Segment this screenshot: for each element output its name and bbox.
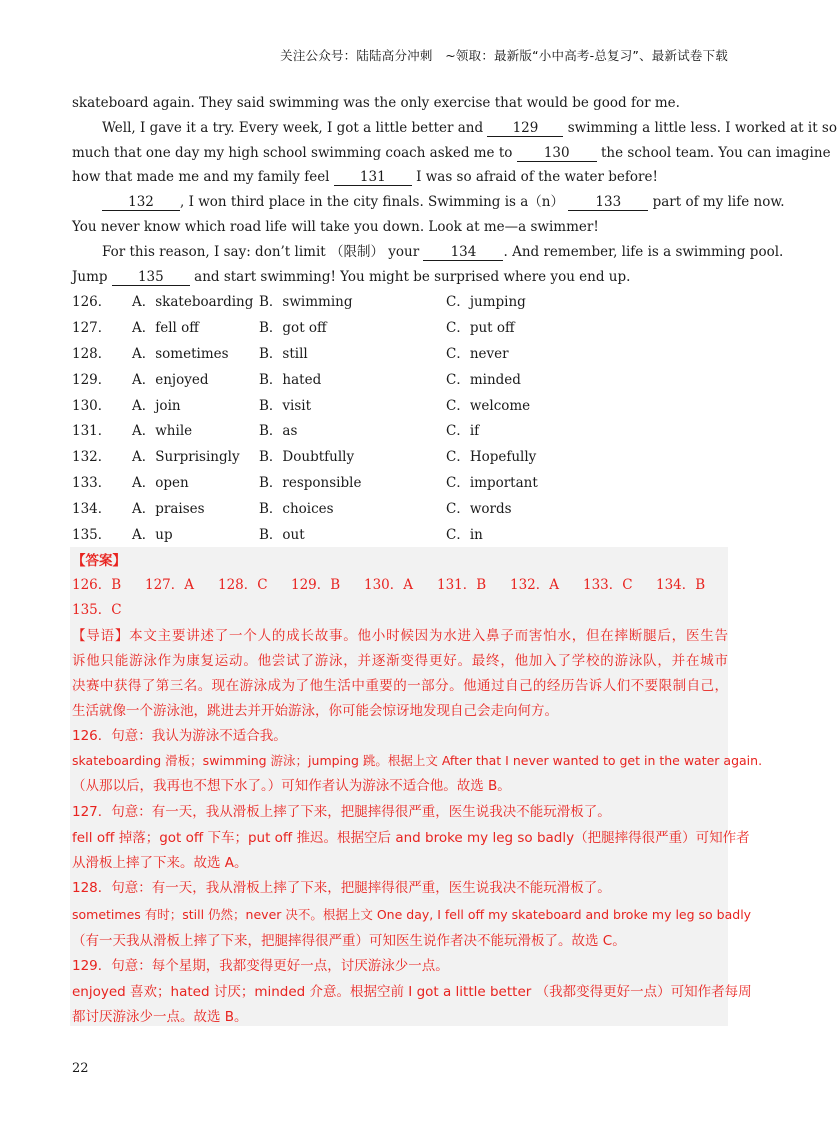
explanation-line: 生活就像一个游泳池，跳进去并开始游泳，你可能会惊讶地发现自己会走向何方。 xyxy=(72,703,558,719)
explanation-line: skateboarding 滑板；swimming 游泳；jumping 跳。根据上文 After that I never wanted to get in the water again. xyxy=(72,753,763,768)
blank-134: 134 xyxy=(423,244,503,261)
explanation-line: （有一天我从滑板上摔了下来，把腿摔得很严重）可知医生说作者决不能玩滑板了。故选 C。 xyxy=(72,933,626,949)
explanation-line: （从那以后，我再也不想下水了。）可知作者认为游泳不适合他。故选 B。 xyxy=(72,778,511,794)
blank-129: 129 xyxy=(487,120,563,137)
passage-text: swimming a little less. I worked at it so xyxy=(567,120,837,136)
option-c: C．if xyxy=(446,423,480,439)
passage-line-7 xyxy=(102,242,784,262)
explanation-line: 【导语】本文主要讲述了一个人的成长故事。他小时候因为水进入鼻子而害怕水，但在摔断腿后，医生告 xyxy=(72,628,728,644)
explanation-line: enjoyed 喜欢；hated 讨厌；minded 介意。根据空前 I got a little better （我都变得更好一点）可知作者每周 xyxy=(72,984,752,1000)
passage-line-1: skateboard again. They said swimming was the only exercise that would be good for me. xyxy=(72,95,680,111)
question-row: 133． A．open xyxy=(72,475,189,491)
answer-item: 127．A xyxy=(145,577,195,593)
passage-text: how that made me and my family feel xyxy=(72,169,330,185)
blank-135: 135 xyxy=(112,269,190,286)
page-number: 22 xyxy=(72,1061,89,1076)
passage-line-4 xyxy=(72,167,728,187)
question-row: 135． A．up xyxy=(72,527,173,543)
question-row: 131． A．while xyxy=(72,423,193,439)
option-b: B．responsible xyxy=(259,475,362,491)
question-row: 130． A．join xyxy=(72,398,181,414)
passage-line-5 xyxy=(102,192,785,212)
blank-133: 133 xyxy=(568,194,648,211)
explanation-line: 127．句意：有一天，我从滑板上摔了下来，把腿摔得很严重，医生说我决不能玩滑板了。 xyxy=(72,804,611,820)
passage-text: Well, I gave it a try. Every week, I got a little better and xyxy=(102,120,484,136)
answer-title: 【答案】 xyxy=(72,553,126,569)
blank-132: 132 xyxy=(102,194,180,211)
question-row: 129． A．enjoyed xyxy=(72,372,209,388)
passage-text: For this reason, I say: don’t limit （限制） your xyxy=(102,244,420,260)
question-row: 128． A．sometimes xyxy=(72,346,229,362)
option-b: B．still xyxy=(259,346,308,362)
passage-text: . And remember, life is a swimming pool. xyxy=(503,244,784,260)
explanation-line: 决赛中获得了第三名。现在游泳成为了他生活中重要的一部分。他通过自己的经历告诉人们不要限制自己， xyxy=(72,678,728,694)
passage-text: much that one day my high school swimming coach asked me to xyxy=(72,145,513,161)
passage-line-8 xyxy=(72,267,728,287)
option-c: C．important xyxy=(446,475,538,491)
answer-item: 132．A xyxy=(510,577,560,593)
explanation-line: 128．句意：有一天，我从滑板上摔了下来，把腿摔得很严重，医生说我决不能玩滑板了。 xyxy=(72,880,611,896)
question-row: 126． A．skateboarding xyxy=(72,294,254,310)
passage-text: and start swimming! You might be surprised where you end up. xyxy=(194,269,631,285)
passage-line-2 xyxy=(102,118,837,138)
option-c: C．minded xyxy=(446,372,521,388)
passage-line-3 xyxy=(72,143,831,163)
answer-item: 135．C xyxy=(72,602,122,618)
option-c: C．words xyxy=(446,501,512,517)
option-b: B．Doubtfully xyxy=(259,449,355,465)
explanation-line: 都讨厌游泳少一点。故选 B。 xyxy=(72,1009,248,1025)
passage-text: part of my life now. xyxy=(652,194,785,210)
passage-text: the school team. You can imagine xyxy=(601,145,831,161)
option-b: B．choices xyxy=(259,501,334,517)
option-c: C．in xyxy=(446,527,483,543)
option-b: B．as xyxy=(259,423,298,439)
question-row: 132． A．Surprisingly xyxy=(72,449,240,465)
answer-item: 130．A xyxy=(364,577,414,593)
passage-line-6: You never know which road life will take you down. Look at me—a swimmer! xyxy=(72,219,599,235)
answer-item: 133．C xyxy=(583,577,633,593)
question-row: 134． A．praises xyxy=(72,501,205,517)
answer-item: 131．B xyxy=(437,577,487,593)
option-b: B．got off xyxy=(259,320,327,336)
option-c: C．jumping xyxy=(446,294,526,310)
option-c: C．welcome xyxy=(446,398,531,414)
option-b: B．hated xyxy=(259,372,322,388)
option-b: B．out xyxy=(259,527,305,543)
question-row: 127． A．fell off xyxy=(72,320,199,336)
page-header: 关注公众号：陆陆高分冲刺 ~领取：最新版“小中高考-总复习”、最新试卷下载 xyxy=(280,48,728,63)
answer-item: 129．B xyxy=(291,577,341,593)
passage-text: I was so afraid of the water before! xyxy=(416,169,658,185)
option-c: C．put off xyxy=(446,320,515,336)
explanation-line: sometimes 有时；still 仍然；never 决不。根据上文 One day, I fell off my skateboard and broke my leg so badly xyxy=(72,907,752,922)
option-b: B．swimming xyxy=(259,294,353,310)
option-b: B．visit xyxy=(259,398,312,414)
answer-item: 134．B xyxy=(656,577,706,593)
explanation-line: fell off 掉落；got off 下车；put off 推迟。根据空后 and broke my leg so badly（把腿摔得很严重）可知作者 xyxy=(72,830,750,846)
explanation-line: 126．句意：我认为游泳不适合我。 xyxy=(72,728,287,744)
explanation-line: 129．句意：每个星期，我都变得更好一点，讨厌游泳少一点。 xyxy=(72,958,449,974)
explanation-line: 诉他只能游泳作为康复运动。他尝试了游泳，并逐渐变得更好。最终，他加入了学校的游泳队，并在城市 xyxy=(72,653,728,669)
blank-131: 131 xyxy=(334,169,412,186)
passage-text: Jump xyxy=(72,269,108,285)
answer-item: 128．C xyxy=(218,577,268,593)
explanation-line: 从滑板上摔了下来。故选 A。 xyxy=(72,855,248,871)
blank-130: 130 xyxy=(517,145,597,162)
option-c: C．Hopefully xyxy=(446,449,537,465)
answer-item: 126．B xyxy=(72,577,122,593)
option-c: C．never xyxy=(446,346,509,362)
passage-text: , I won third place in the city finals. Swimming is a（n） xyxy=(180,194,564,210)
